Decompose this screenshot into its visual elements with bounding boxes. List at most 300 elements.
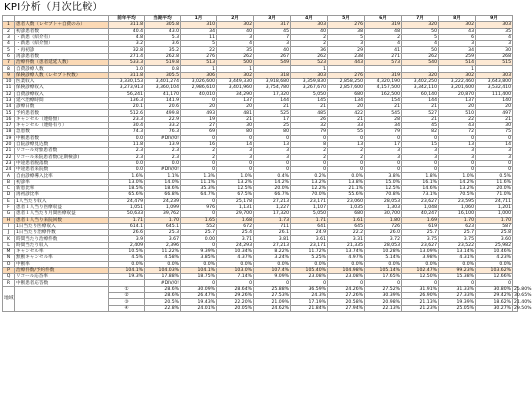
- data-cell: 17.65%: [365, 274, 402, 280]
- data-cell: 14.2%: [254, 179, 291, 185]
- data-cell: 56,241: [109, 91, 145, 97]
- data-cell: 21.13%: [402, 299, 439, 305]
- row-label: 新患比率: [15, 186, 109, 192]
- data-cell: 3: [476, 41, 513, 47]
- column-header: 1月: [181, 16, 217, 22]
- row-label: 患者１人当り来院回数: [15, 217, 109, 223]
- data-cell: 8.22%: [254, 248, 291, 254]
- data-cell: 0: [402, 280, 439, 286]
- data-cell: 103.0%: [217, 267, 254, 273]
- row-label: 医業収入: [15, 78, 109, 84]
- row-index: 3: [3, 34, 15, 40]
- row-index: R: [3, 280, 15, 286]
- data-cell: 41: [365, 47, 402, 53]
- data-cell: 80: [254, 129, 291, 135]
- row-index: 22: [3, 154, 15, 160]
- row-label: 治療件数/予約件数: [15, 267, 109, 273]
- data-cell: 21: [291, 104, 328, 110]
- row-label: 中断患者数: [15, 135, 109, 141]
- row-index: D: [3, 192, 15, 198]
- data-cell: 14: [476, 141, 513, 147]
- data-cell: 16.1%: [402, 179, 439, 185]
- data-cell: 305.5: [145, 72, 181, 78]
- data-cell: 13.0%: [109, 179, 145, 185]
- data-cell: 13.2%: [291, 179, 328, 185]
- data-cell: 5.3: [145, 34, 181, 40]
- data-cell: 79: [291, 129, 328, 135]
- row-index: 23: [3, 160, 15, 166]
- data-cell: 25.8: [476, 230, 513, 236]
- row-index: P: [3, 267, 15, 273]
- data-cell: 3,449,330: [217, 78, 254, 84]
- row-label: 診療日数: [15, 104, 109, 110]
- row-label: キャンセル（連絡有り）: [15, 123, 109, 129]
- data-cell: 20.98%: [365, 299, 402, 305]
- data-cell: 0: [181, 211, 217, 217]
- row-index: N: [3, 255, 15, 261]
- data-cell: 320: [402, 22, 439, 28]
- data-cell: 15.38%: [439, 274, 476, 280]
- data-cell: 1.0%: [439, 173, 476, 179]
- data-cell: 13: [254, 141, 291, 147]
- data-cell: 43: [439, 28, 476, 34]
- area-label-spacer: [15, 286, 109, 311]
- data-cell: 26.0: [365, 230, 402, 236]
- data-cell: 3.67: [145, 236, 181, 242]
- data-cell: 302: [217, 22, 254, 28]
- row-index: 6: [3, 53, 15, 59]
- data-cell: 1.70: [476, 217, 513, 223]
- data-cell: 1.61: [328, 217, 365, 223]
- row-label: 自由診療導入比率: [15, 173, 109, 179]
- data-cell: 0.4%: [254, 173, 291, 179]
- row-index: 10: [3, 78, 15, 84]
- data-cell: 0.0%: [476, 261, 513, 267]
- data-cell: 23.3: [109, 116, 145, 122]
- data-cell: 552: [181, 223, 217, 229]
- data-cell: 21: [365, 104, 402, 110]
- row-index: 9: [3, 72, 15, 78]
- data-cell: 25.4: [217, 230, 254, 236]
- data-cell: 105.14%: [365, 267, 402, 273]
- data-cell: 17: [254, 116, 291, 122]
- data-cell: 1.80: [365, 217, 402, 223]
- data-cell: 21.40%: [514, 299, 532, 305]
- row-label: 1人当たり収入: [15, 198, 109, 204]
- data-cell: 680: [328, 91, 365, 97]
- row-index: 8: [3, 66, 15, 72]
- data-cell: 0.00: [181, 236, 217, 242]
- data-cell: 17.19%: [291, 299, 328, 305]
- data-cell: 1,099: [145, 204, 181, 210]
- row-label: ・新患（紹介無）: [15, 41, 109, 47]
- data-cell: 21.23%: [402, 305, 439, 311]
- data-cell: 0: [254, 135, 291, 141]
- data-cell: 0: [476, 160, 513, 166]
- data-cell: 672: [217, 223, 254, 229]
- data-cell: 302: [439, 72, 476, 78]
- data-cell: 55.6%: [328, 192, 365, 198]
- data-cell: 3,402,250: [402, 78, 439, 84]
- data-cell: 27,213: [254, 242, 291, 248]
- data-cell: 23,627: [402, 242, 439, 248]
- row-label: 中断患者応答数: [15, 280, 109, 286]
- data-cell: 15: [402, 141, 439, 147]
- data-cell: 34: [439, 47, 476, 53]
- data-cell: 4: [476, 34, 513, 40]
- data-cell: 2.3: [145, 148, 181, 154]
- data-cell: 55: [328, 129, 365, 135]
- data-cell: 1,107: [291, 204, 328, 210]
- data-cell: 13: [328, 141, 365, 147]
- data-cell: 27.26%: [328, 293, 365, 299]
- data-cell: 2: [291, 148, 328, 154]
- data-cell: 29.26%: [217, 293, 254, 299]
- data-cell: 1.71: [291, 217, 328, 223]
- row-label: 患者人数（レセプト＋自費のみ）: [15, 22, 109, 28]
- row-index: 12: [3, 91, 15, 97]
- data-cell: 29: [328, 47, 365, 53]
- data-cell: 154: [365, 97, 402, 103]
- data-cell: 104.1%: [109, 267, 145, 273]
- data-cell: 36.59%: [291, 286, 328, 292]
- data-cell: 33.2: [145, 123, 181, 129]
- data-cell: 0: [365, 160, 402, 166]
- data-cell: 4.23%: [476, 255, 513, 261]
- data-cell: 30.4: [109, 123, 145, 129]
- data-cell: 27: [181, 123, 217, 129]
- row-label: 時間当たり収入: [15, 242, 109, 248]
- data-cell: 1.6%: [109, 173, 145, 179]
- data-cell: 21.09%: [254, 299, 291, 305]
- data-cell: 29.42%: [476, 293, 513, 299]
- data-cell: 0.0%: [217, 261, 254, 267]
- data-cell: 24,293: [217, 242, 254, 248]
- data-cell: 32: [291, 123, 328, 129]
- data-cell: 0: [217, 280, 254, 286]
- area-index: ①: [109, 286, 145, 292]
- data-cell: 25,178: [217, 198, 254, 204]
- data-cell: 19.43%: [181, 299, 217, 305]
- data-cell: 540: [402, 60, 439, 66]
- data-cell: 262.8: [145, 53, 181, 59]
- row-index: B: [3, 179, 15, 185]
- data-cell: 24.62%: [254, 305, 291, 311]
- data-cell: 485: [291, 110, 328, 116]
- data-cell: 11: [181, 34, 217, 40]
- row-index: L: [3, 242, 15, 248]
- data-cell: 16,100: [439, 211, 476, 217]
- data-cell: #DIV/0!: [145, 135, 181, 141]
- data-cell: 0: [365, 167, 402, 173]
- data-cell: 22.2: [328, 230, 365, 236]
- row-index: O: [3, 261, 15, 267]
- data-cell: 24,239: [145, 198, 181, 204]
- data-cell: 3,201,600: [439, 85, 476, 91]
- data-cell: 134: [328, 97, 365, 103]
- data-cell: 3: [402, 154, 439, 160]
- data-cell: 13.2%: [439, 186, 476, 192]
- row-index: F: [3, 204, 15, 210]
- data-cell: 21: [476, 116, 513, 122]
- data-cell: 3.85%: [181, 255, 217, 261]
- data-cell: 104.03%: [145, 267, 181, 273]
- data-cell: 1,227: [254, 204, 291, 210]
- data-cell: 14.6%: [402, 186, 439, 192]
- data-cell: 0: [181, 97, 217, 103]
- data-cell: 30: [217, 123, 254, 129]
- data-cell: 4.5%: [109, 255, 145, 261]
- data-cell: 30.80%: [476, 286, 513, 292]
- data-cell: 23.08%: [328, 274, 365, 280]
- data-cell: 20.0%: [476, 186, 513, 192]
- data-cell: 35.3%: [181, 186, 217, 192]
- data-cell: 0: [217, 167, 254, 173]
- data-cell: 13.8%: [328, 179, 365, 185]
- data-cell: 41,170: [145, 91, 181, 97]
- data-cell: 28,053: [365, 242, 402, 248]
- row-label: 患者１人当り医療収益: [15, 204, 109, 210]
- data-cell: 1: [217, 66, 254, 72]
- data-cell: 2.3: [109, 154, 145, 160]
- data-cell: 0: [254, 167, 291, 173]
- data-cell: 67.5%: [217, 192, 254, 198]
- data-cell: 48: [365, 28, 402, 34]
- data-cell: 3: [328, 41, 365, 47]
- data-cell: 43.0: [145, 28, 181, 34]
- row-index: 21: [3, 148, 15, 154]
- data-cell: 22.20%: [217, 299, 254, 305]
- data-cell: 34,290: [217, 91, 254, 97]
- data-cell: 1: [291, 66, 328, 72]
- data-cell: 26: [291, 116, 328, 122]
- data-cell: 2,986,610: [181, 85, 217, 91]
- data-cell: 24.3%: [291, 293, 328, 299]
- data-cell: 0: [254, 160, 291, 166]
- row-label: 予約患者数: [15, 110, 109, 116]
- data-cell: 619: [402, 223, 439, 229]
- data-cell: 1.65: [181, 217, 217, 223]
- data-cell: 5: [328, 34, 365, 40]
- data-cell: 4.31%: [439, 255, 476, 261]
- data-cell: 0: [181, 167, 217, 173]
- data-cell: 3.2: [109, 41, 145, 47]
- data-cell: 3.71: [217, 236, 254, 242]
- data-cell: 2,857,600: [328, 85, 365, 91]
- data-cell: 11.6%: [476, 179, 513, 185]
- data-cell: 7.14%: [217, 274, 254, 280]
- data-cell: 4.37%: [217, 255, 254, 261]
- row-label: 再初診比率: [15, 192, 109, 198]
- data-cell: 9.39%: [181, 248, 217, 254]
- data-cell: 0: [328, 160, 365, 166]
- data-cell: 21,335: [328, 242, 365, 248]
- data-cell: 60,140: [402, 91, 439, 97]
- data-cell: 39,762: [145, 211, 181, 217]
- data-cell: 10.34%: [217, 248, 254, 254]
- data-cell: 0: [217, 160, 254, 166]
- data-cell: 102.47%: [402, 267, 439, 273]
- column-header: 7月: [402, 16, 439, 22]
- data-cell: 0: [439, 167, 476, 173]
- data-cell: 79: [365, 129, 402, 135]
- data-cell: 303: [476, 22, 513, 28]
- data-cell: 0.0: [109, 135, 145, 141]
- data-cell: 65.6%: [109, 192, 145, 198]
- data-cell: 27.53%: [254, 293, 291, 299]
- column-header: 2月: [217, 16, 254, 22]
- row-label: 初診患者数: [15, 28, 109, 34]
- data-cell: 262: [217, 53, 254, 59]
- data-cell: 162,500: [365, 91, 402, 97]
- data-cell: 623: [439, 223, 476, 229]
- row-label: リコール対象患者数: [15, 148, 109, 154]
- data-cell: 0.0%: [291, 261, 328, 267]
- data-cell: 5.14%: [365, 255, 402, 261]
- data-cell: 238: [328, 53, 365, 59]
- data-cell: 50: [402, 47, 439, 53]
- data-cell: 30.65%: [514, 293, 532, 299]
- data-cell: 3.9: [109, 236, 145, 242]
- data-cell: 144: [254, 97, 291, 103]
- data-cell: 493: [181, 110, 217, 116]
- data-cell: 3: [254, 154, 291, 160]
- data-cell: 1.1%: [145, 173, 181, 179]
- data-cell: 3.31: [328, 236, 365, 242]
- data-cell: 28.6%: [145, 293, 181, 299]
- data-cell: 40: [291, 28, 328, 34]
- data-cell: 8: [291, 141, 328, 147]
- data-cell: 1.73: [254, 217, 291, 223]
- data-cell: 0.0%: [439, 261, 476, 267]
- data-cell: 20: [328, 104, 365, 110]
- data-cell: 481: [217, 110, 254, 116]
- data-cell: 614.1: [109, 223, 145, 229]
- data-cell: 4,157,500: [365, 85, 402, 91]
- data-cell: 1,000: [476, 211, 513, 217]
- data-cell: 4.97%: [328, 255, 365, 261]
- data-cell: 268: [476, 53, 513, 59]
- data-cell: 1.70: [145, 217, 181, 223]
- data-cell: 3,267,670: [291, 85, 328, 91]
- data-cell: 28.6%: [145, 286, 181, 292]
- data-cell: 711: [254, 223, 291, 229]
- data-cell: 76.3: [145, 129, 181, 135]
- data-cell: 3: [217, 34, 254, 40]
- row-index: 7: [3, 60, 15, 66]
- data-cell: 70.5%: [439, 192, 476, 198]
- data-cell: 14: [217, 141, 254, 147]
- data-cell: 3,359,830: [291, 78, 328, 84]
- data-cell: 11.8: [109, 141, 145, 147]
- data-cell: 0.0%: [109, 261, 145, 267]
- data-cell: 24,711: [476, 198, 513, 204]
- data-cell: 0: [476, 135, 513, 141]
- column-header: 9月: [476, 16, 513, 22]
- data-cell: 16: [181, 141, 217, 147]
- data-cell: 3.81: [254, 236, 291, 242]
- row-index: G: [3, 211, 15, 217]
- data-cell: 30.27%: [476, 305, 513, 311]
- data-cell: 27,213: [254, 198, 291, 204]
- data-cell: 0.0%: [402, 261, 439, 267]
- data-cell: 3,918,680: [254, 78, 291, 84]
- data-cell: 0: [476, 167, 513, 173]
- row-index: 24: [3, 167, 15, 173]
- data-cell: 0.0: [109, 160, 145, 166]
- data-cell: 1,048: [402, 204, 439, 210]
- data-cell: 4,320,190: [365, 78, 402, 84]
- data-cell: 0.0%: [328, 261, 365, 267]
- data-cell: 3: [476, 154, 513, 160]
- data-cell: 1.0%: [217, 173, 254, 179]
- data-cell: 50: [402, 28, 439, 34]
- data-cell: 18.6%: [145, 186, 181, 192]
- data-cell: 105.40%: [291, 267, 328, 273]
- data-cell: 3: [217, 154, 254, 160]
- data-cell: 320: [402, 72, 439, 78]
- data-cell: 3,401,960: [217, 85, 254, 91]
- data-cell: 104.1%: [181, 267, 217, 273]
- data-cell: 2: [328, 154, 365, 160]
- data-cell: 0.0: [145, 160, 181, 166]
- data-cell: 20: [217, 104, 254, 110]
- data-cell: 0.0%: [145, 261, 181, 267]
- data-cell: #DIV/0!: [145, 280, 181, 286]
- data-cell: 28: [365, 116, 402, 122]
- data-cell: 3,026,600: [181, 78, 217, 84]
- data-cell: 104.98%: [328, 267, 365, 273]
- row-index: 11: [3, 85, 15, 91]
- data-cell: 0: [181, 135, 217, 141]
- data-cell: 70.0%: [291, 192, 328, 198]
- data-cell: 14.0%: [145, 179, 181, 185]
- data-cell: 25.7: [439, 230, 476, 236]
- data-cell: 1.8%: [402, 173, 439, 179]
- data-cell: 0: [291, 280, 328, 286]
- data-cell: 11.1%: [181, 179, 217, 185]
- data-cell: 137: [217, 97, 254, 103]
- data-cell: 30,700: [365, 211, 402, 217]
- data-cell: 70.8%: [365, 192, 402, 198]
- row-label: キャンセル率: [15, 248, 109, 254]
- data-cell: 976: [181, 204, 217, 210]
- data-cell: 2,409: [109, 242, 145, 248]
- data-cell: 0.0%: [181, 261, 217, 267]
- row-label: 保険診療人数（レセプト枚数）: [15, 72, 109, 78]
- column-header: 8月: [439, 16, 476, 22]
- data-cell: 103.62%: [476, 267, 513, 273]
- data-cell: 525: [254, 110, 291, 116]
- data-cell: 40.4: [109, 28, 145, 34]
- row-label: 初診率: [15, 179, 109, 185]
- data-cell: 523: [291, 60, 328, 66]
- data-cell: 12.50%: [402, 274, 439, 280]
- data-cell: 23,060: [328, 198, 365, 204]
- data-cell: 262: [291, 53, 328, 59]
- data-cell: 1,303: [365, 204, 402, 210]
- data-cell: 10.5%: [109, 248, 145, 254]
- data-cell: 5,050: [291, 91, 328, 97]
- row-index: K: [3, 236, 15, 242]
- data-cell: 0: [328, 280, 365, 286]
- data-cell: 271: [365, 53, 402, 59]
- data-cell: 3,532,410: [476, 85, 513, 91]
- data-cell: 0.0: [109, 167, 145, 173]
- row-index: 4: [3, 41, 15, 47]
- data-cell: 25.3: [145, 230, 181, 236]
- column-header: 4月: [291, 16, 328, 22]
